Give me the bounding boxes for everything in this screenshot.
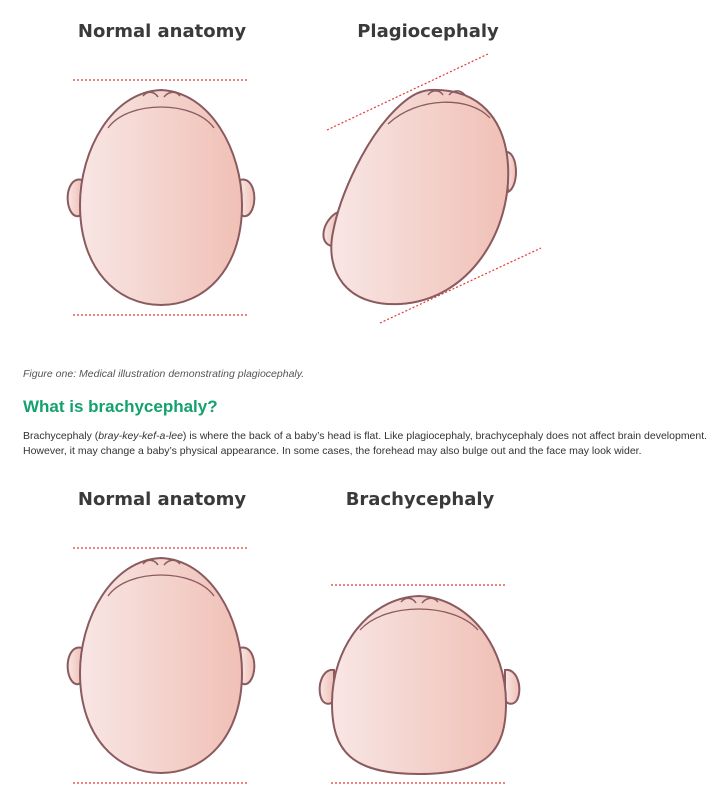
figure-caption: Figure one: Medical illustration demonstrating plagiocephaly. xyxy=(23,368,305,380)
brachycephaly-head-illustration xyxy=(320,585,520,783)
text-segment: Brachycephaly ( xyxy=(23,430,99,442)
head-plagiocephaly xyxy=(331,90,508,304)
brachycephaly-paragraph xyxy=(23,429,707,459)
paragraph-line-2: However, it may change a baby’s physical appearance. In some cases, the forehead may also bulge out and the face may look wider. xyxy=(23,445,642,457)
figure-plagiocephaly xyxy=(0,0,607,345)
ear-right xyxy=(505,670,519,704)
head-brachycephaly xyxy=(332,596,506,774)
label-brachycephaly: Brachycephaly xyxy=(345,489,495,510)
head-illustrations xyxy=(0,478,607,808)
label-plagiocephaly: Plagiocephaly xyxy=(357,21,499,42)
plagiocephaly-head-illustration xyxy=(323,54,541,323)
pronunciation: bray-key-kef-a-lee xyxy=(98,430,183,442)
text-segment: ) is where the back of a baby’s head is flat. Like plagiocephaly, brachycephaly does not affect brain development. xyxy=(182,430,707,442)
label-normal-anatomy: Normal anatomy xyxy=(77,21,247,42)
paragraph-line-1 xyxy=(23,429,707,444)
head-illustrations xyxy=(0,0,607,345)
head-normal xyxy=(80,558,242,773)
normal-head-illustration xyxy=(68,548,255,783)
section-heading: What is brachycephaly? xyxy=(23,397,218,416)
head-normal xyxy=(80,90,242,305)
figure-brachycephaly xyxy=(0,478,607,808)
label-normal-anatomy: Normal anatomy xyxy=(77,489,247,510)
normal-head-illustration xyxy=(68,80,255,315)
